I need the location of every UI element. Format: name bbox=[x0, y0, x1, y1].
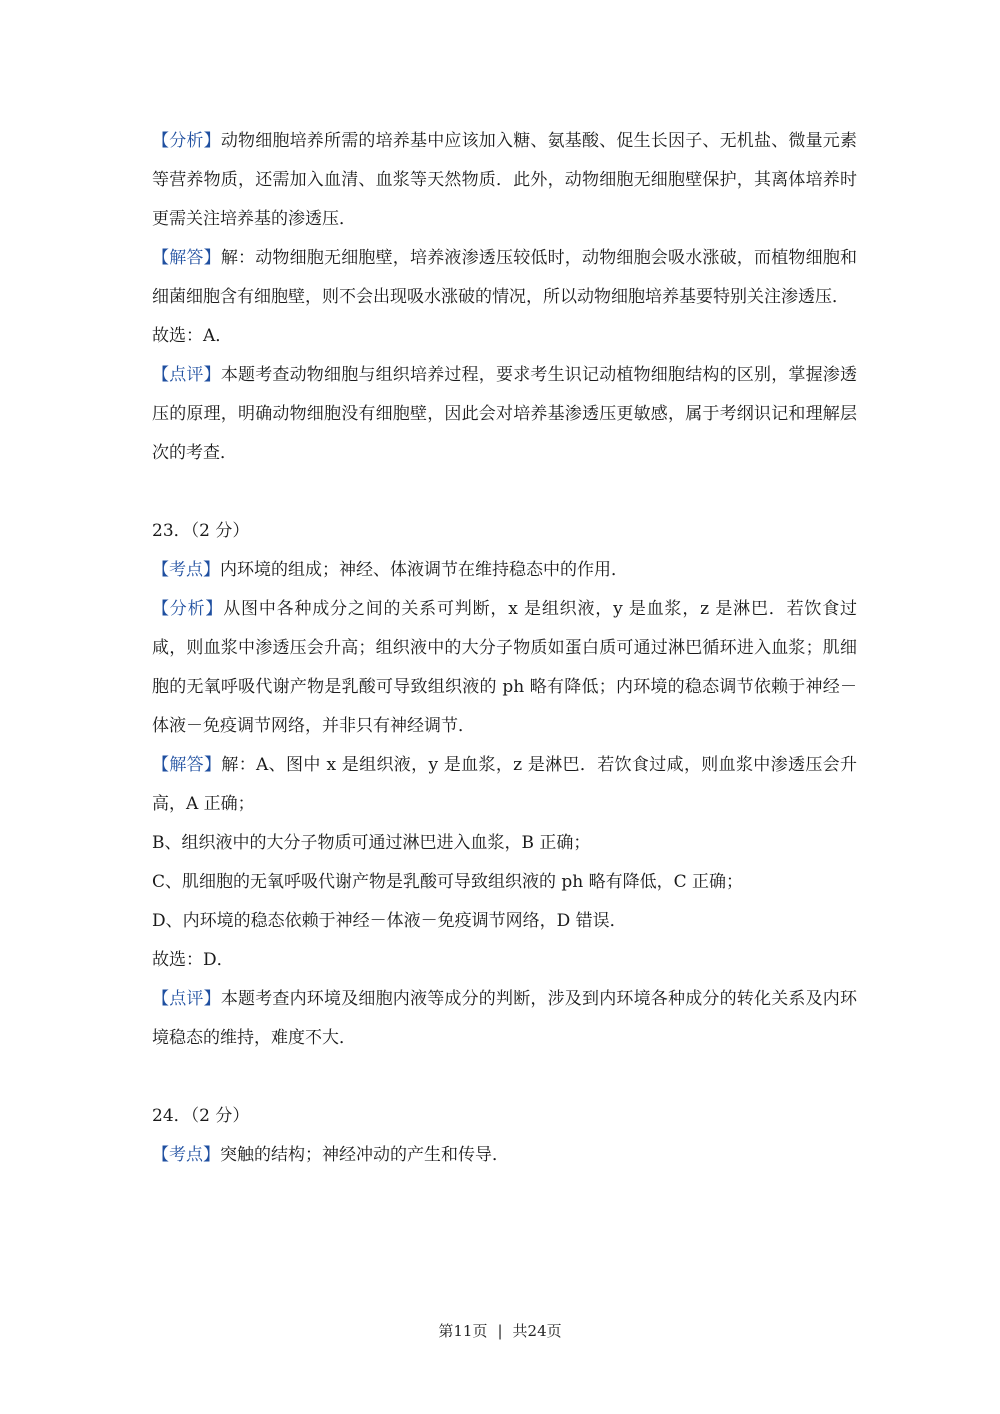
q23-keypoint bbox=[152, 551, 857, 590]
comment-text: 本题考查内环境及细胞内液等成分的判断，涉及到内环境各种成分的转化关系及内环境稳态的维持，难度不大． bbox=[152, 989, 858, 1048]
answer-text: 解：动物细胞无细胞壁，培养液渗透压较低时，动物细胞会吸水涨破，而植物细胞和细菌细胞含有细胞壁，则不会出现吸水涨破的情况，所以动物细胞培养基要特别关注渗透压． bbox=[152, 248, 858, 307]
spacer bbox=[152, 473, 857, 512]
q24-keypoint bbox=[152, 1136, 857, 1175]
keypoint-text: 内环境的组成；神经、体液调节在维持稳态中的作用． bbox=[220, 560, 628, 580]
page-current: 第11页 bbox=[438, 1322, 488, 1340]
q22-answer bbox=[152, 239, 857, 317]
page-footer bbox=[0, 1320, 1000, 1341]
analysis-text: 从图中各种成分之间的关系可判断，x 是组织液，y 是血浆，z 是淋巴．若饮食过咸，则血浆中渗透压会升高；组织液中的大分子物质如蛋白质可通过淋巴循环进入血浆；肌细胞的无氧呼吸代谢产物是乳酸可导致组织液的 ph 略有降低；内环境的稳态调节依赖于神经－体液－免疫调节网络，并非只有神经调节． bbox=[152, 599, 858, 736]
q22-analysis bbox=[152, 122, 857, 239]
q23-header: 23．（2 分） bbox=[152, 521, 250, 541]
q23-line-d: D、内环境的稳态依赖于神经－体液－免疫调节网络，D 错误． bbox=[152, 911, 627, 931]
answer-tag: 【解答】 bbox=[152, 755, 222, 775]
spacer bbox=[152, 1058, 857, 1097]
comment-tag: 【点评】 bbox=[152, 365, 221, 385]
keypoint-tag: 【考点】 bbox=[152, 1145, 220, 1165]
q23-answer bbox=[152, 746, 857, 824]
page-content bbox=[152, 122, 857, 1175]
q23-analysis bbox=[152, 590, 857, 746]
keypoint-text: 突触的结构；神经冲动的产生和传导． bbox=[220, 1145, 509, 1165]
page-total: 共24页 bbox=[512, 1322, 562, 1340]
keypoint-tag: 【考点】 bbox=[152, 560, 220, 580]
comment-text: 本题考查动物细胞与组织培养过程，要求考生识记动植物细胞结构的区别，掌握渗透压的原理，明确动物细胞没有细胞壁，因此会对培养基渗透压更敏感，属于考纲识记和理解层次的考查． bbox=[152, 365, 858, 463]
q23-choice: 故选：D． bbox=[152, 950, 234, 970]
page-separator: | bbox=[497, 1322, 503, 1340]
q23-line-b: B、组织液中的大分子物质可通过淋巴进入血浆，B 正确； bbox=[152, 833, 591, 853]
comment-tag: 【点评】 bbox=[152, 989, 221, 1009]
q24-header: 24．（2 分） bbox=[152, 1106, 250, 1126]
analysis-text: 动物细胞培养所需的培养基中应该加入糖、氨基酸、促生长因子、无机盐、微量元素等营养物质，还需加入血清、血浆等天然物质．此外，动物细胞无细胞壁保护，其离体培养时更需关注培养基的渗透压． bbox=[152, 131, 858, 229]
q23-line-c: C、肌细胞的无氧呼吸代谢产物是乳酸可导致组织液的 ph 略有降低，C 正确； bbox=[152, 872, 744, 892]
q22-comment bbox=[152, 356, 857, 473]
answer-tag: 【解答】 bbox=[152, 248, 221, 268]
q23-comment bbox=[152, 980, 857, 1058]
q22-choice: 故选：A． bbox=[152, 326, 233, 346]
analysis-tag: 【分析】 bbox=[152, 599, 224, 619]
answer-text: 解：A、图中 x 是组织液，y 是血浆，z 是淋巴．若饮食过咸，则血浆中渗透压会升高，A 正确； bbox=[152, 755, 858, 814]
analysis-tag: 【分析】 bbox=[152, 131, 221, 151]
